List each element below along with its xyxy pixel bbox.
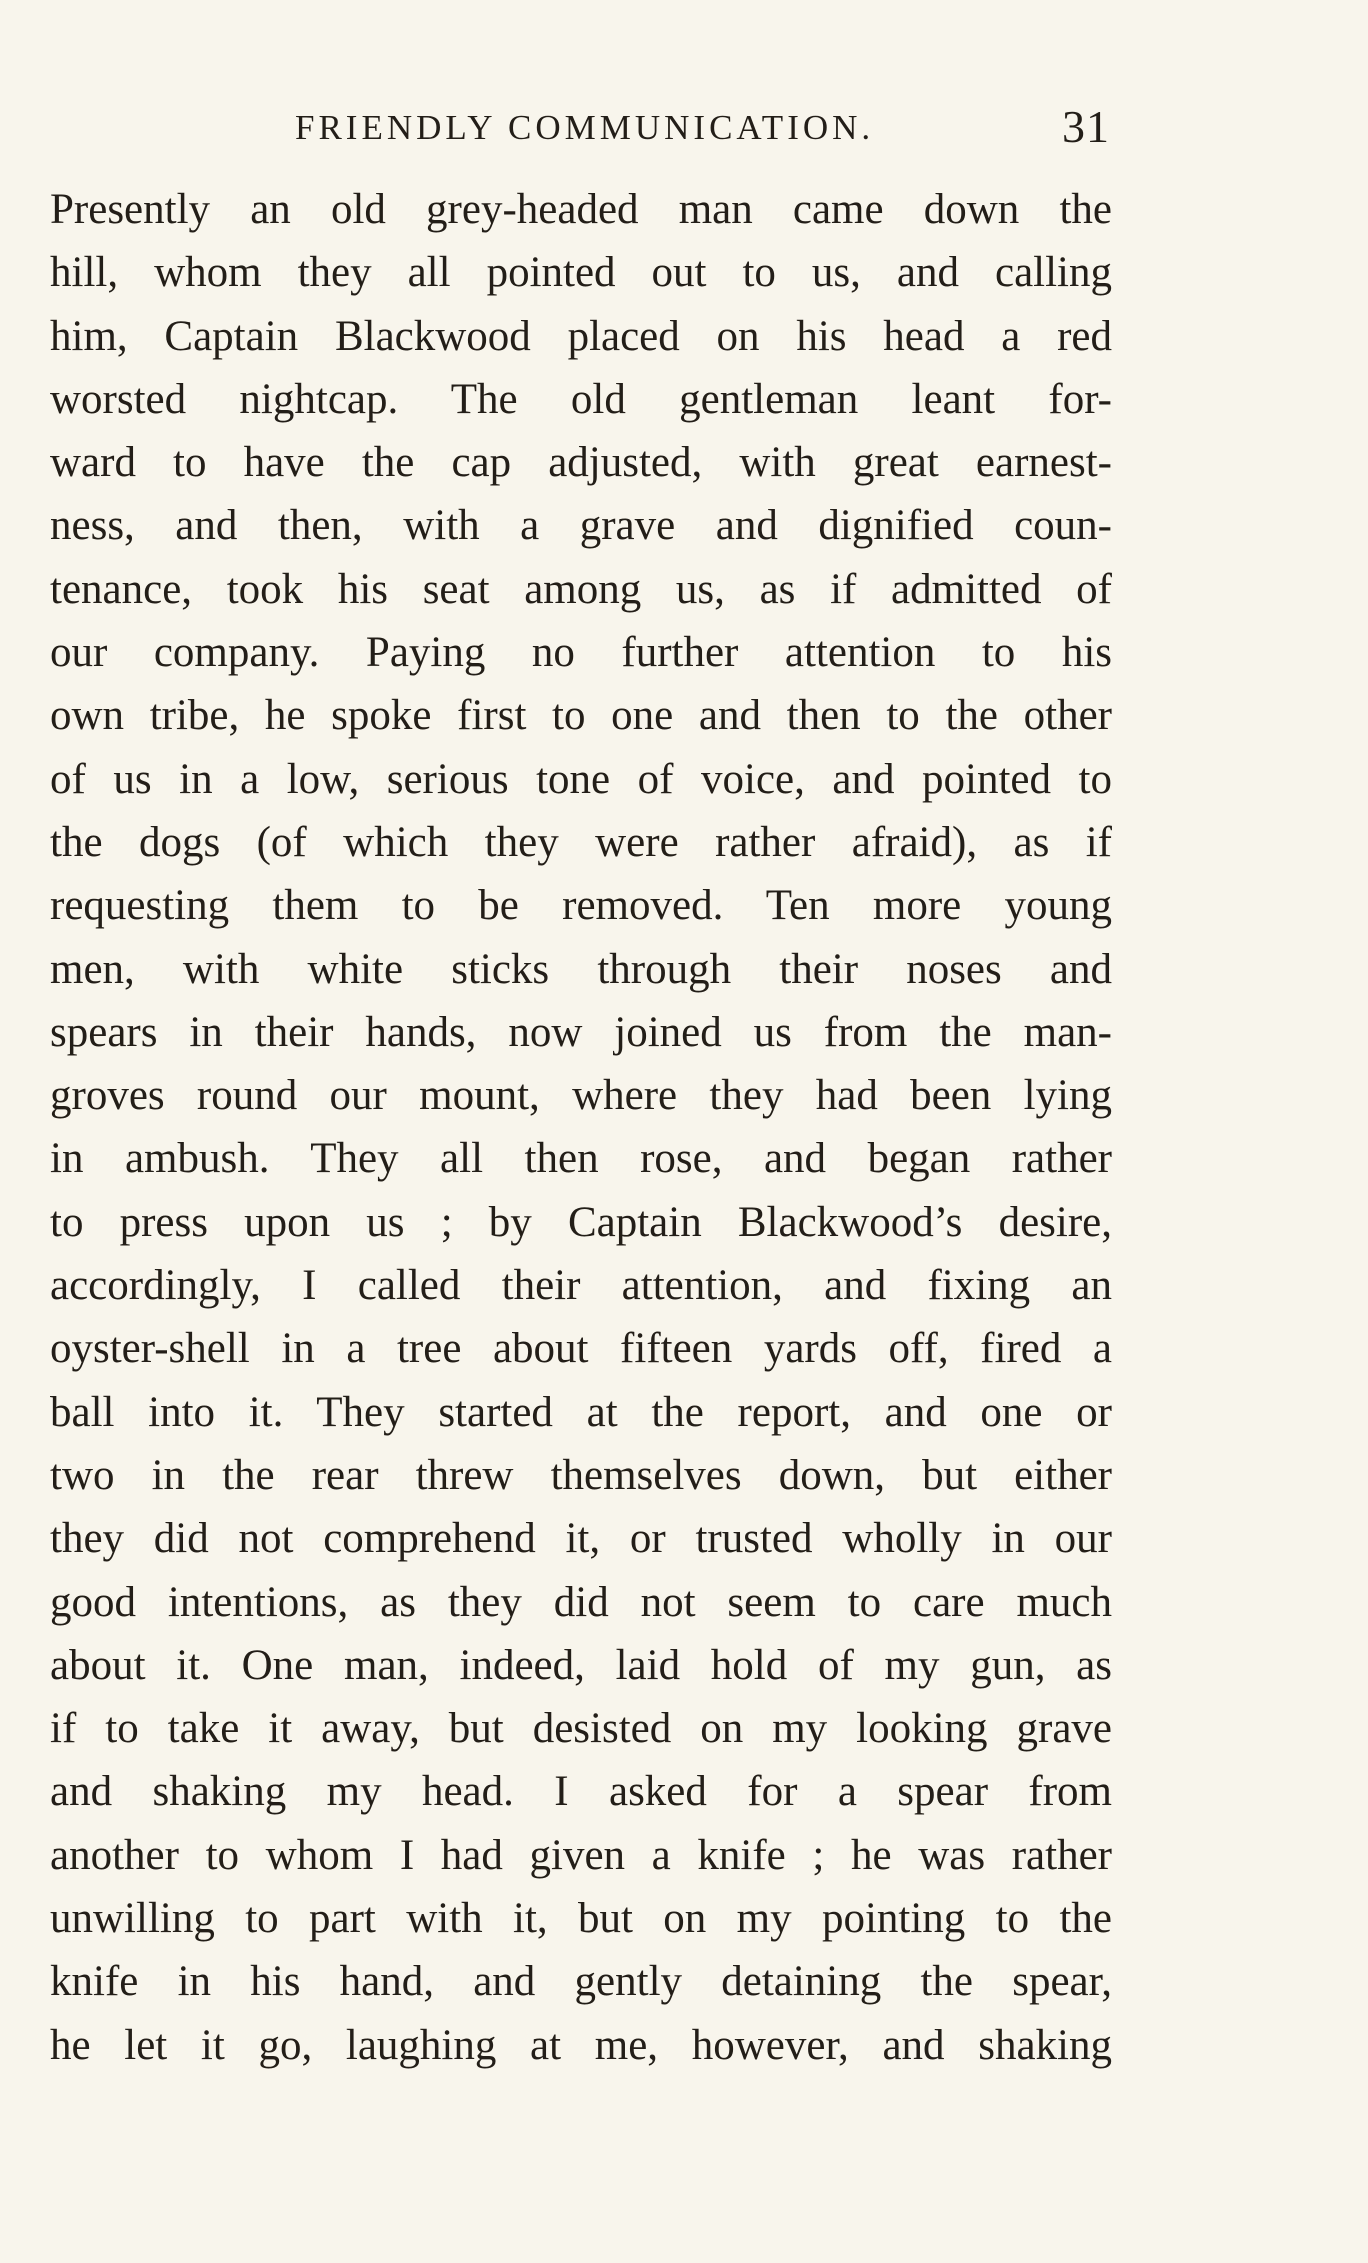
running-title: FRIENDLY COMMUNICATION. [295, 108, 875, 147]
text-line: Presently an old grey-headed man came down the [50, 186, 1112, 233]
text-line: if to take it away, but desisted on my looking grave [50, 1705, 1112, 1753]
body-text [50, 178, 1112, 2077]
text-line: men, with white sticks through their noses and [50, 945, 1112, 993]
text-line: unwilling to part with it, but on my pointing to the [50, 1895, 1112, 1943]
text-line: to press upon us ; by Captain Blackwood’s desire, [50, 1198, 1112, 1246]
text-line: they did not comprehend it, or trusted wholly in our [50, 1515, 1112, 1563]
text-line: own tribe, he spoke first to one and then to the other [50, 692, 1112, 740]
text-line: knife in his hand, and gently detaining the spear, [50, 1958, 1112, 2006]
text-line: he let it go, laughing at me, however, and shaking [50, 2021, 1112, 2069]
text-line: accordingly, I called their attention, and fixing an [50, 1262, 1112, 1310]
text-line: ball into it. They started at the report, and one or [50, 1388, 1112, 1436]
text-line: oyster-shell in a tree about fifteen yards off, fired a [50, 1325, 1112, 1373]
text-line: two in the rear threw themselves down, but either [50, 1451, 1112, 1499]
text-line: about it. One man, indeed, laid hold of my gun, as [50, 1641, 1112, 1689]
text-line: spears in their hands, now joined us from the man- [50, 1008, 1112, 1056]
text-line: ward to have the cap adjusted, with great earnest- [50, 439, 1112, 487]
text-line: worsted nightcap. The old gentleman leant for- [50, 375, 1112, 423]
text-line: of us in a low, serious tone of voice, and pointed to [50, 755, 1112, 803]
running-head [50, 100, 1110, 160]
text-line: in ambush. They all then rose, and began rather [50, 1135, 1112, 1183]
page-number: 31 [1062, 101, 1110, 152]
text-line: requesting them to be removed. Ten more young [50, 882, 1112, 930]
text-line: our company. Paying no further attention to his [50, 629, 1112, 677]
text-line: good intentions, as they did not seem to care much [50, 1578, 1112, 1626]
text-line: him, Captain Blackwood placed on his head a red [50, 312, 1112, 360]
text-line: hill, whom they all pointed out to us, and calling [50, 249, 1112, 297]
text-line: the dogs (of which they were rather afraid), as if [50, 818, 1112, 866]
text-line: and shaking my head. I asked for a spear from [50, 1768, 1112, 1816]
text-line: groves round our mount, where they had been lying [50, 1072, 1112, 1120]
text-line: tenance, took his seat among us, as if admitted of [50, 565, 1112, 613]
text-line: another to whom I had given a knife ; he was rather [50, 1831, 1112, 1879]
text-line: ness, and then, with a grave and dignified coun- [50, 502, 1112, 550]
